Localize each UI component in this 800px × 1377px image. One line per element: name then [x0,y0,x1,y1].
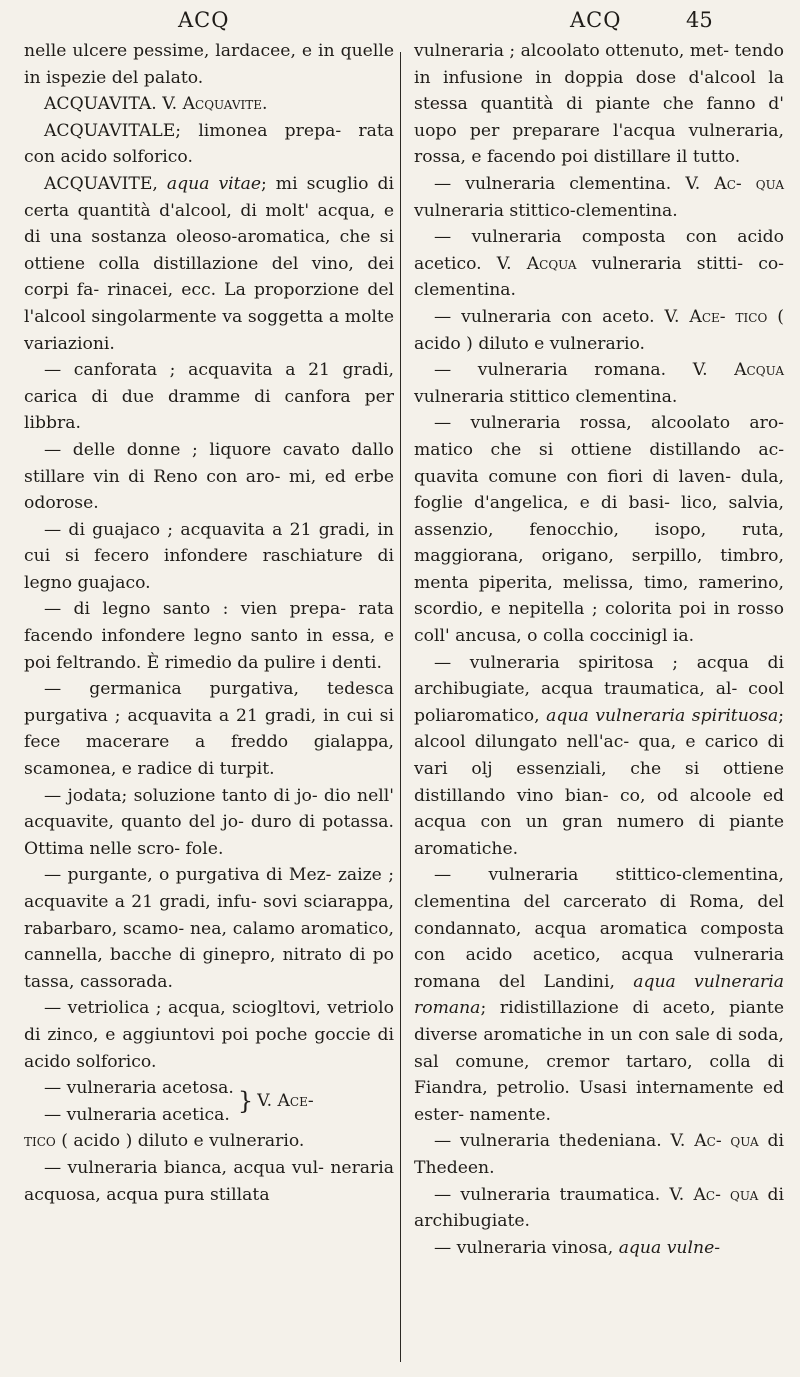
entry-vulneraria-rossa: — vulneraria rossa, alcoolato aro- matico che si ottiene distillando ac- quavita comune con fiori di laven- dula, foglie d'angelica, e di basi- lico, salvia, assenzio, fenocchio, isopo, ruta, maggiorana, origano, serpillo, timbro, menta piperita, melissa, timo, ramerino, scordio, e nepitella ; colorita poi in rosso coll' ancusa, o colla coccinigl ia. [414,413,784,647]
entry-vetriolica: — vetriolica ; acqua, sciogltovi, vetriolo di zinco, e aggiuntovi poi poche goccie di acido solforico. [24,998,394,1072]
entry-vulneraria-stittico: — vulneraria stittico-clementina, clementina del carcerato di Roma, del condannato, acqua aromatica composta con acido acetico, acqua vulneraria romana del Landini, aqua vulneraria romana; ridistillazione di aceto, piante diverse aromatiche in un con sale di soda, sal comune, cremor tartaro, colla di Fiandra, petrolio. Usasi internamente ed ester- namente. [414,865,784,1125]
entry-vulneraria-acetosa-group: — vulneraria acetosa. — vulneraria acetica. } V. Ace- [24,1075,394,1128]
entry-acquavite: ACQUAVITE, aqua vitae; mi scuglio di certa quantità d'alcool, di molt' acqua, e di una sostanza oleoso-aromatica, che si ottiene colla distillazione del vino, dei corpi fa- rinacei, ecc. La proporzione del l'alcool singolarmente va soggetta a molte variazioni. [24,173,395,354]
entry-germanica: — germanica purgativa, tedesca purgativa ; acquavita a 21 gradi, in cui si fece macerare a freddo gialappa, scamonea, e radice di turpit. [24,679,394,780]
entry-vulneraria-acetica: — vulneraria acetica. [44,1104,230,1125]
entry-vulneraria-bianca: — vulneraria bianca, acqua vul- neraria acquosa, acqua pura stillata [24,1157,394,1205]
entry-vulneraria-romana: — vulneraria romana. V. Acqua vulneraria stittico clementina. [414,360,784,407]
entry-vulneraria-vinosa: — vulneraria vinosa, aqua vulne- [434,1237,721,1258]
right-column [414,38,784,1261]
entry-vulneraria-composta: — vulneraria composta con acido acetico. V. Acqua vulneraria stitti- co-clementina. [414,227,784,301]
page-header [0,8,800,40]
entry-jodata: — jodata; soluzione tanto di jo- dio nell' acquavite, quanto del jo- duro di potassa. Ottima nelle scro- fole. [24,785,394,859]
entry-canforata: — canforata ; acquavita a 21 gradi, carica di due dramme di canfora per libbra. [24,360,394,434]
left-column [24,38,394,1208]
entry-delle-donne: — delle donne ; liquore cavato dallo stillare vin di Reno con aro- mi, ed erbe odorose. [24,439,394,514]
entry-text: nelle ulcere pessime, lardacee, e in quelle in ispezie del palato. [24,41,394,88]
entry-vulneraria-acetosa: — vulneraria acetosa. [44,1078,234,1099]
running-head-right: ACQ [570,8,622,32]
entry-vulneraria-acetica-cont: tico ( acido ) diluto e vulnerario. [24,1131,305,1152]
entry-di-guajaco: — di guajaco ; acquavita a 21 gradi, in cui si fecero infondere raschiature di legno guajaco. [24,519,394,593]
entry-vulneraria-clementina: — vulneraria clementina. V. Ac- qua vulneraria stittico-clementina. [414,173,784,221]
entry-purgante: — purgante, o purgativa di Mez- zaize ; acquavite a 21 gradi, infu- sovi sciarappa, rabarbaro, scamo- nea, calamo aromatico, cannella, bacche di ginepro, nitrato di po tassa, cassorada. [24,865,394,992]
entry-vulneraria-thedeniana: — vulneraria thedeniana. V. Ac- qua di Thedeen. [414,1131,785,1178]
column-divider [400,52,401,1362]
entry-vulneraria-con-aceto: — vulneraria con aceto. V. Ace- tico ( acido ) diluto e vulnerario. [414,306,785,354]
entry-vulneraria-traumatica: — vulneraria traumatica. V. Ac- qua di archibugiate. [414,1184,784,1232]
page-number: 45 [686,8,713,32]
entry-text: vulneraria ; alcoolato ottenuto, met- tendo in infusione in doppia dose d'alcool la stessa quantità di piante che fanno d' uopo per preparare l'acqua vulneraria, rossa, e facendo poi distillare il tutto. [414,41,784,168]
running-head-left: ACQ [178,8,230,32]
entry-acquavitale: ACQUAVITALE; limonea prepa- rata con acido solforico. [24,120,394,168]
entry-vulneraria-spiritosa: — vulneraria spiritosa ; acqua di archibugiate, acqua traumatica, al- cool poliaromatico, aqua vulneraria spirituosa; alcool dilungato nell'ac- qua, e carico di vari olj essenziali, che si ottiene distillando vino bian- co, od alcoole ed acqua con un gran numero di piante aromatiche. [414,652,784,859]
entry-acquavita: ACQUAVITA. V. Acquavite. [44,94,268,115]
entry-legno-santo: — di legno santo : vien prepa- rata facendo infondere legno santo in essa, e poi feltrando. È rimedio da pulire i denti. [24,599,394,673]
brace-icon: } [237,1087,254,1116]
